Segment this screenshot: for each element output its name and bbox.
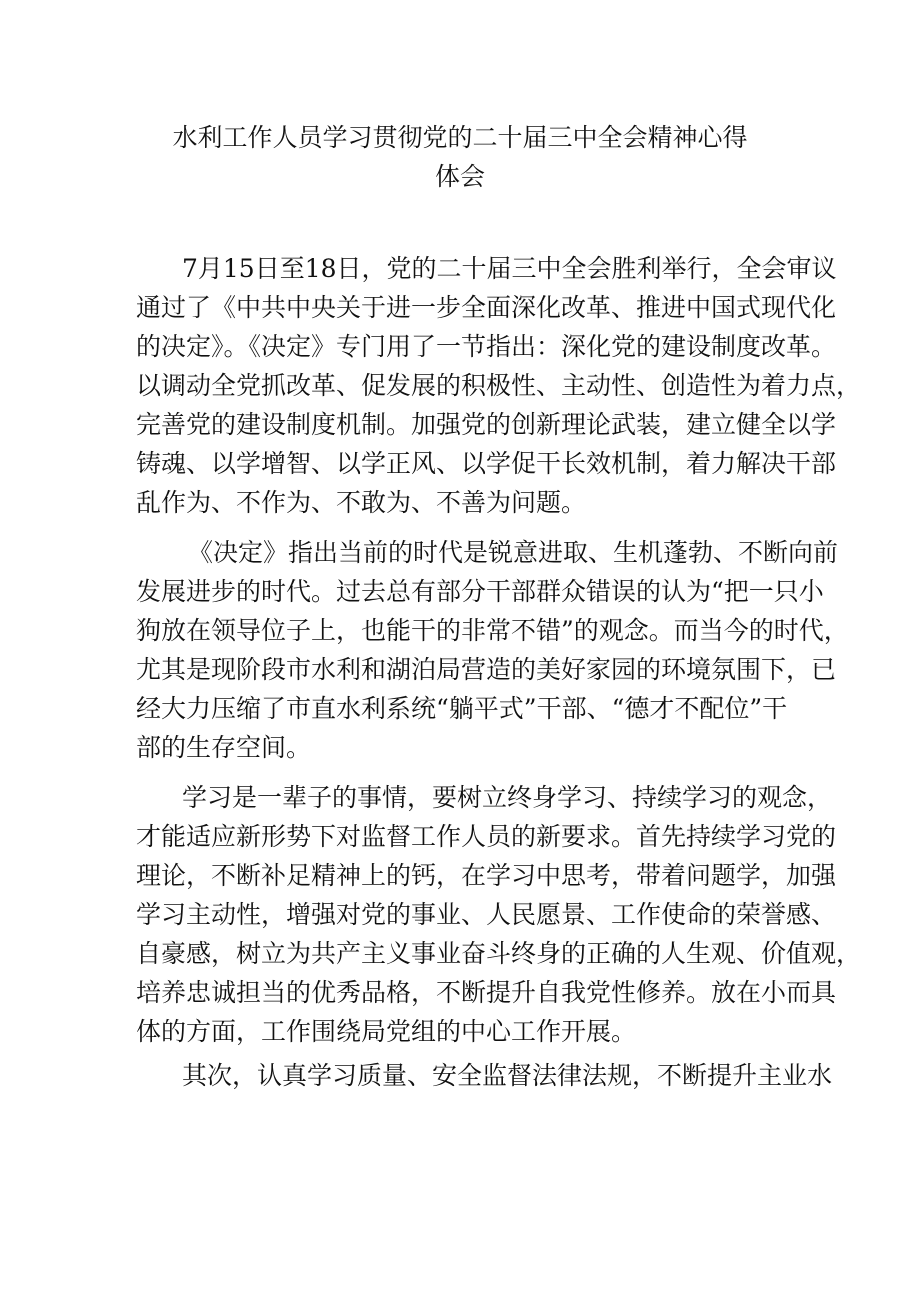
text-line: 培养忠诚担当的优秀品格，不断提升自我党性修养。放在小而具 [136, 978, 837, 1007]
text-line: 乱作为、不作为、不敢为、不善为问题。 [136, 488, 587, 517]
document-title [140, 118, 780, 196]
text-line: 其次，认真学习质量、安全监督法律法规，不断提升主业水 [182, 1061, 833, 1090]
paragraph-2 [136, 533, 849, 767]
text-line: 狗放在领导位子上，也能干的非常不错”的观念。而当今的时代， [136, 616, 849, 645]
text-line: 自豪感，树立为共产主义事业奋斗终身的正确的人生观、价值观， [136, 939, 862, 968]
text-line: 发展进步的时代。过去总有部分干部群众错误的认为“把一只小 [136, 577, 824, 606]
text-line: 体的方面，工作围绕局党组的中心工作开展。 [136, 1017, 637, 1046]
text-line: 才能适应新形势下对监督工作人员的新要求。首先持续学习党的 [136, 822, 837, 851]
text-line: 学习主动性，增强对党的事业、人民愿景、工作使命的荣誉感、 [136, 900, 837, 929]
text-line: 的决定》。《决定》专门用了一节指出：深化党的建设制度改革。 [136, 332, 837, 361]
title-line: 体会 [434, 162, 485, 191]
text-line: 经大力压缩了市直水利系统“躺平式”干部、“德才不配位”干 [136, 694, 788, 723]
paragraph-4 [136, 1056, 833, 1095]
text-line: 铸魂、以学增智、以学正风、以学促干长效机制，着力解决干部 [136, 449, 837, 478]
text-line: 通过了《中共中央关于进一步全面深化改革、推进中国式现代化 [136, 293, 837, 322]
paragraph-3 [136, 778, 862, 1051]
text-line: 部的生存空间。 [136, 733, 312, 762]
title-line: 水利工作人员学习贯彻党的二十届三中全会精神心得 [172, 123, 748, 152]
text-line: 学习是一辈子的事情，要树立终身学习、持续学习的观念， [182, 783, 833, 812]
text-line: 《决定》指出当前的时代是锐意进取、生机蓬勃、不断向前 [188, 538, 839, 567]
text-line: 完善党的建设制度机制。加强党的创新理论武装，建立健全以学 [136, 410, 837, 439]
text-line: 理论，不断补足精神上的钙，在学习中思考，带着问题学，加强 [136, 861, 837, 890]
text-line: 7月15日至18日，党的二十届三中全会胜利举行，全会审议 [182, 254, 837, 283]
document-body [136, 249, 862, 1095]
text-line: 以调动全党抓改革、促发展的积极性、主动性、创造性为着力点， [136, 371, 862, 400]
paragraph-1 [136, 249, 862, 522]
text-line: 尤其是现阶段市水利和湖泊局营造的美好家园的环境氛围下，已 [136, 655, 837, 684]
